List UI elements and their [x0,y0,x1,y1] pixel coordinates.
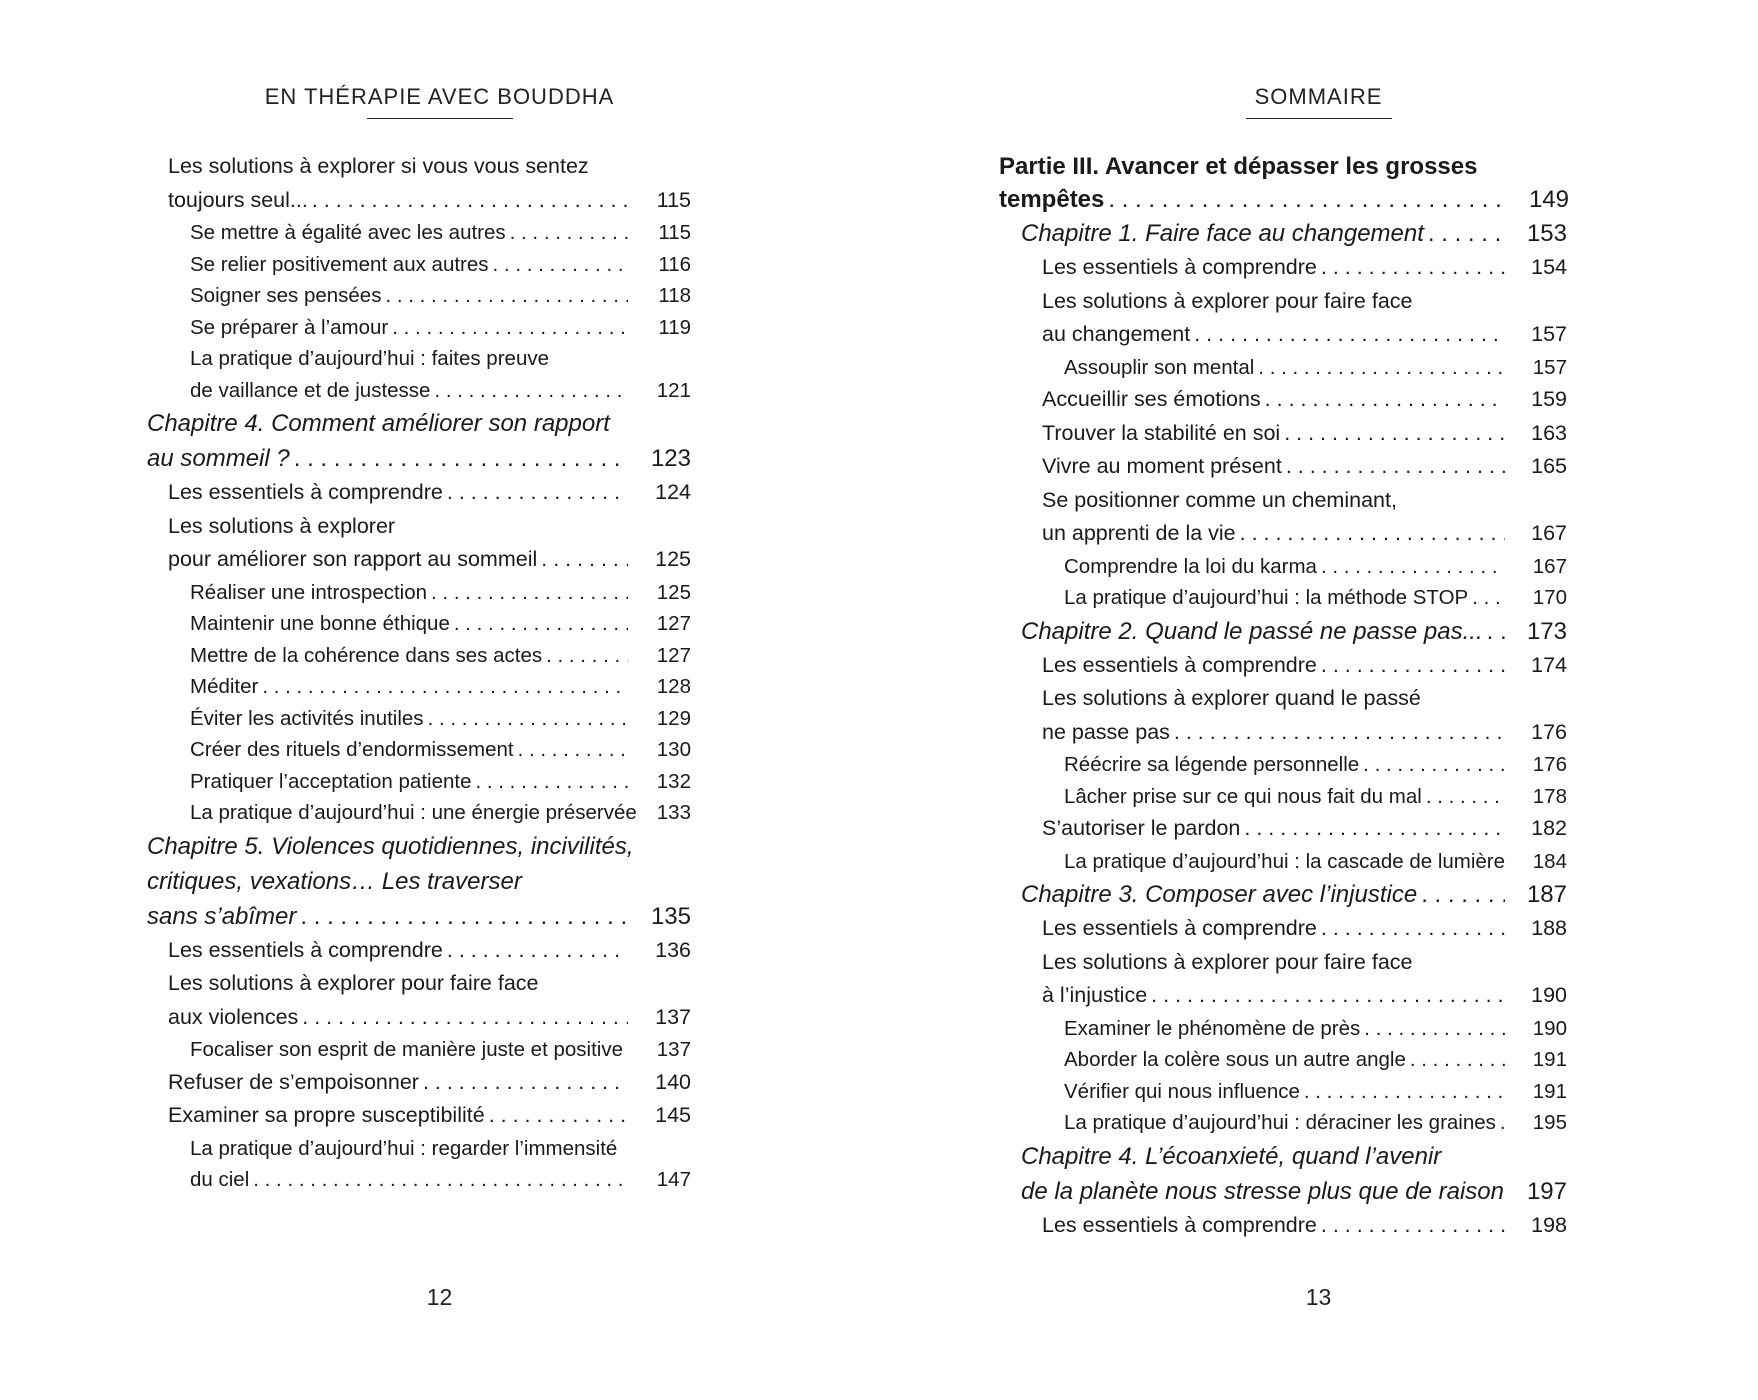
toc-entry [0,343,628,375]
toc-entry [999,1076,1567,1108]
toc-entry [999,979,1567,1013]
toc-page-number: 170 [1532,586,1567,609]
toc-entry-title: Créer des rituels d’endormissement [190,738,514,761]
toc-entry-title: Réaliser une introspection [190,580,428,604]
toc-entry-title: Chapitre 1. Faire face au changement [1021,220,1424,247]
toc-entry [0,249,691,281]
toc-leader-dots [447,934,628,968]
toc-entry [0,1066,691,1100]
toc-entry [999,484,1505,518]
toc-entry [999,1209,1567,1243]
toc-page-number: 191 [1532,1079,1567,1103]
running-head-text: EN THÉRAPIE AVEC BOUDDHA [264,84,615,109]
toc-page-number: 176 [1531,719,1567,744]
toc-entry-title: ne passe pas [1042,719,1170,744]
toc-entry [0,280,691,312]
toc-leader-dots [1240,517,1505,551]
toc-page-number: 137 [656,1038,691,1061]
toc-entry [0,406,628,441]
toc-entry [999,682,1505,716]
toc-entry-title: Lâcher prise sur ce qui nous fait du mal [1064,784,1422,808]
toc-entry-title: Assouplir son mental [1064,355,1255,379]
toc-page-number: 165 [1531,454,1567,478]
toc-leader-dots [1108,183,1507,216]
toc-page-number: 198 [1531,1212,1567,1237]
toc-entry-title: Comprendre la loi du karma [1064,554,1317,578]
toc-entry-title: Chapitre 4. L’écoanxieté, quand l’avenir [1021,1142,1442,1170]
running-head [0,84,879,119]
running-head-rule [367,118,513,119]
toc-leader-dots [1321,251,1505,285]
toc-page-number: 129 [656,706,691,730]
toc-leader-dots [1151,979,1505,1013]
toc-entry-title: La pratique d’aujourd’hui : une énergie préservée [190,801,637,824]
toc-page-number: 115 [658,221,691,244]
toc-entry-title: Accueillir ses émotions [1042,387,1261,411]
toc-entry [0,640,691,672]
toc-entry-title: Focaliser son esprit de manière juste et positive [190,1038,623,1061]
toc-page-number: 133 [656,801,691,824]
toc-leader-dots [510,217,628,249]
page-number: 12 [426,1284,453,1310]
toc-leader-dots [1321,912,1505,946]
toc-leader-dots [1500,1107,1505,1139]
toc-page-number: 149 [1528,186,1569,213]
toc-page-number: 187 [1526,881,1567,908]
toc-entry [999,383,1567,417]
toc-leader-dots [1258,352,1505,384]
running-head-text: SOMMAIRE [1254,84,1383,109]
toc-leader-dots [627,1034,628,1066]
toc-entry [999,614,1567,649]
toc-entry-title: Examiner sa propre susceptibilité [168,1103,485,1127]
toc-entry-title: S’autoriser le pardon [1042,816,1241,840]
toc-entry-title: Se positionner comme un cheminant, [1042,487,1397,512]
table-of-contents [999,150,1569,1242]
toc-leader-dots [431,577,628,609]
toc-leader-dots [1487,614,1505,649]
toc-entry [0,543,691,577]
toc-entry-title: Maintenir une bonne éthique [190,612,450,635]
toc-entry [0,441,691,476]
toc-page-number: 132 [656,769,691,793]
toc-entry [999,285,1505,319]
toc-page-number: 157 [1531,322,1567,346]
toc-leader-dots [302,1001,628,1035]
toc-entry-title: au changement [1042,322,1191,346]
toc-entry-title: à l’injustice [1042,983,1148,1007]
toc-page-number: 147 [656,1168,691,1191]
toc-leader-dots [1321,1209,1505,1243]
toc-leader-dots [294,441,628,476]
toc-entry [999,812,1567,846]
toc-entry-title: Aborder la colère sous un autre angle [1064,1048,1406,1071]
toc-entry [0,1099,691,1133]
toc-entry [999,877,1567,912]
toc-entry-title: Refuser de s’empoisonner [168,1069,419,1094]
toc-entry [999,1044,1567,1076]
toc-page-number: 159 [1531,387,1567,411]
toc-leader-dots [541,543,628,577]
toc-page-number: 154 [1531,255,1567,279]
toc-page-number: 121 [656,378,691,402]
toc-page-number: 124 [655,480,691,504]
toc-page-number: 190 [1531,983,1567,1007]
toc-entry-title: Trouver la stabilité en soi [1042,420,1281,445]
toc-leader-dots [1286,450,1505,484]
toc-entry [999,352,1567,384]
toc-entry [999,781,1567,813]
toc-entry-title: La pratique d’aujourd’hui : regarder l’immensité [190,1136,618,1160]
toc-page-number: 136 [655,937,691,962]
toc-entry-title: Méditer [190,675,259,698]
toc-leader-dots [434,375,628,407]
toc-entry-title: Examiner le phénomène de près [1064,1016,1361,1040]
toc-entry-title: Vivre au moment présent [1042,454,1282,478]
toc-page-number: 191 [1532,1048,1567,1071]
toc-entry-title: Pratiquer l’acceptation patiente [190,769,472,793]
toc-entry-title: Les solutions à explorer quand le passé [1042,686,1421,710]
toc-entry [999,912,1567,946]
toc-page-number: 190 [1532,1016,1567,1040]
toc-entry-title: critiques, vexations… Les traverser [147,867,522,895]
toc-entry [999,150,1507,183]
toc-entry [0,1133,628,1165]
toc-leader-dots [1174,716,1505,750]
toc-entry [0,577,691,609]
toc-entry-title: Les essentiels à comprendre [1042,916,1317,940]
toc-entry [999,1139,1505,1174]
toc-entry [999,551,1567,583]
toc-page-number: 197 [1526,1177,1567,1205]
toc-entry-title: Les essentiels à comprendre [168,937,443,962]
toc-page-number: 163 [1531,420,1567,445]
toc-page-number: 182 [1531,816,1567,840]
toc-page-number: 157 [1532,355,1567,379]
toc-entry [0,1164,691,1196]
toc-page-number: 127 [656,612,691,635]
toc-page-number: 176 [1532,753,1567,776]
toc-page-number: 184 [1532,849,1567,873]
toc-entry [0,967,628,1001]
toc-entry-title: Les solutions à explorer pour faire face [1042,949,1413,974]
toc-entry [999,1107,1567,1139]
toc-entry-title: Les essentiels à comprendre [168,480,443,504]
toc-leader-dots [1265,383,1505,417]
toc-leader-dots [1244,812,1505,846]
toc-entry [999,318,1567,352]
toc-entry [999,251,1567,285]
toc-page-number: 116 [658,252,691,276]
table-of-contents [0,150,691,1196]
toc-entry-title: Les solutions à explorer si vous vous sentez [168,154,589,178]
toc-entry-title: Chapitre 5. Violences quotidiennes, incivilités, [147,832,634,860]
toc-entry [0,217,691,249]
toc-entry [0,864,628,899]
toc-page-number: 195 [1532,1111,1567,1134]
toc-leader-dots [253,1164,628,1196]
toc-entry [0,671,691,703]
toc-entry [0,1034,691,1066]
toc-entry-title: La pratique d’aujourd’hui : faites preuve [190,347,549,370]
toc-entry [999,1174,1567,1209]
toc-page-number: 137 [655,1004,691,1029]
toc-entry-title: du ciel [190,1168,250,1191]
toc-entry-title: un apprenti de la vie [1042,521,1236,545]
toc-entry [0,829,634,864]
toc-page-number: 123 [650,445,691,472]
toc-page-number: 125 [655,547,691,571]
toc-entry-title: Chapitre 2. Quand le passé ne passe pas... [1021,617,1483,645]
toc-entry-title: Se relier positivement aux autres [190,252,489,276]
toc-entry [0,476,691,510]
toc-entry-title: La pratique d’aujourd’hui : la méthode STOP [1064,586,1469,609]
toc-entry [0,608,691,640]
toc-entry [999,846,1567,878]
toc-page-number: 174 [1531,652,1567,677]
toc-entry-title: Partie III. Avancer et dépasser les grosses [999,153,1478,180]
toc-leader-dots [1410,1044,1505,1076]
toc-entry-title: Les solutions à explorer pour faire face [1042,288,1413,313]
toc-page-number: 173 [1526,617,1567,645]
toc-leader-dots [300,899,628,934]
toc-entry [0,312,691,344]
toc-leader-dots [476,766,629,798]
toc-page-number: 119 [658,315,691,339]
toc-entry-title: Se mettre à égalité avec les autres [190,221,506,244]
toc-entry-title: de la planète nous stresse plus que de raison [1021,1177,1504,1205]
toc-entry [999,749,1567,781]
toc-leader-dots [428,703,628,735]
toc-entry-title: Les essentiels à comprendre [1042,652,1317,677]
toc-entry [0,734,691,766]
toc-leader-dots [1304,1076,1505,1108]
toc-entry-title: Mettre de la cohérence dans ses actes [190,643,543,667]
toc-entry [0,150,628,184]
toc-page-number: 188 [1531,916,1567,940]
toc-page-number: 125 [656,580,691,604]
toc-leader-dots [489,1099,628,1133]
toc-page-number: 115 [656,187,691,212]
toc-page-number: 178 [1532,784,1567,808]
toc-leader-dots [518,734,628,766]
toc-entry-title: Réécrire sa légende personnelle [1064,753,1360,776]
toc-entry-title: Se préparer à l’amour [190,315,389,339]
toc-entry-title: Soigner ses pensées [190,284,382,307]
toc-entry-title: tempêtes [999,186,1105,213]
toc-entry [999,649,1567,683]
toc-entry [999,1013,1567,1045]
toc-leader-dots [1364,1013,1505,1045]
toc-entry [0,899,691,934]
toc-entry-title: Vérifier qui nous influence [1064,1079,1300,1103]
toc-leader-dots [493,249,628,281]
toc-entry [0,766,691,798]
toc-leader-dots [312,184,628,218]
toc-entry-title: aux violences [168,1004,299,1029]
toc-entry [999,450,1567,484]
toc-entry [999,946,1505,980]
toc-entry-title: Chapitre 3. Composer avec l’injustice [1021,881,1418,908]
toc-entry-title: au sommeil ? [147,445,290,472]
toc-entry-title: Les essentiels à comprendre [1042,1212,1317,1237]
toc-entry-title: Les solutions à explorer pour faire face [168,971,539,995]
toc-entry [999,216,1567,251]
toc-leader-dots [546,640,628,672]
toc-leader-dots [262,671,628,703]
toc-page-number: 145 [655,1103,691,1127]
toc-page-number: 130 [656,738,691,761]
toc-entry-title: Éviter les activités inutiles [190,706,424,730]
toc-leader-dots [1284,417,1505,451]
toc-entry [0,797,691,829]
page-number: 13 [1305,1284,1332,1310]
toc-entry [999,183,1569,216]
toc-leader-dots [447,476,628,510]
toc-leader-dots [1194,318,1505,352]
toc-entry [999,417,1567,451]
toc-entry [999,517,1567,551]
right-page [879,0,1758,1400]
toc-entry-title: Les solutions à explorer [168,513,396,538]
toc-entry-title: pour améliorer son rapport au sommeil [168,547,538,571]
toc-leader-dots [1421,877,1505,912]
toc-leader-dots [1321,649,1505,683]
toc-leader-dots [1363,749,1505,781]
toc-entry [0,510,628,544]
toc-entry [999,716,1567,750]
toc-entry-title: de vaillance et de justesse [190,378,431,402]
toc-entry [0,703,691,735]
toc-page-number: 128 [656,675,691,698]
toc-entry-title: toujours seul... [168,187,308,212]
toc-entry [0,375,691,407]
toc-page-number: 167 [1531,521,1567,545]
toc-leader-dots [392,312,628,344]
toc-leader-dots [1472,582,1505,614]
toc-leader-dots [385,280,628,312]
toc-leader-dots [1426,781,1505,813]
toc-leader-dots [454,608,628,640]
running-head-rule [1246,118,1392,119]
toc-page-number: 118 [658,284,691,307]
toc-leader-dots [1428,216,1505,251]
toc-entry [999,582,1567,614]
toc-leader-dots [423,1066,628,1100]
toc-leader-dots [1321,551,1505,583]
toc-page-number: 167 [1532,554,1567,578]
running-head [879,84,1758,119]
toc-entry [0,184,691,218]
toc-page-number: 135 [650,902,691,930]
toc-page-number: 153 [1526,220,1567,247]
toc-entry-title: sans s’abîmer [147,902,297,930]
toc-page-number: 127 [656,643,691,667]
toc-entry-title: Chapitre 4. Comment améliorer son rapport [147,410,610,437]
toc-entry-title: La pratique d’aujourd’hui : la cascade de lumière [1064,849,1506,873]
toc-entry-title: La pratique d’aujourd’hui : déraciner les graines [1064,1111,1496,1134]
toc-entry [0,934,691,968]
toc-page-number: 140 [655,1069,691,1094]
toc-entry-title: Les essentiels à comprendre [1042,255,1317,279]
toc-entry [0,1001,691,1035]
